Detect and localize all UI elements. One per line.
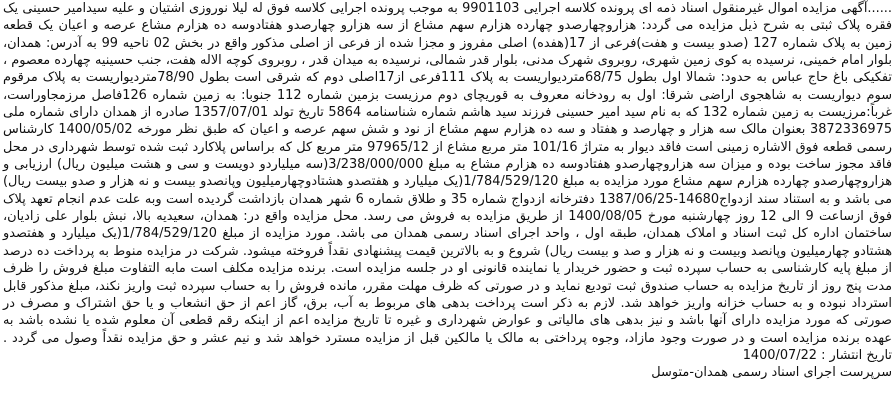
notice-body: ......آگهی مزایده اموال غیرمنقول اسناد ذمه ای پرونده کلاسه اجرایی 9901103 به موجب پرونده اجرایی کلاسه فوق له لیلا نوروزی اشتیان و علیه سیدامیر حسینی یک فقره پلاک ثبتی به شرح ذیل مزایده می گردد: هزاروچهارصدو چهارده هزارم سهم مشاع از سه هزارو چهارصدو هفتادوسه ده هزارم مشاع عرصه و اعیان یک قطعه زمین به پلاک شماره 127 (صدو بیست و هفت)فرعی از 17(هفده) اصلی مفروز و مجزا شده از فرعی از اصلی مذکور واقع در بخش 02 ناحیه 99 به آدرس: همدان، بلوار امام خمینی، نرسیده به کوی زمین شهری، روبروی شهرک مدنی، بلوار قدر شمالی، نرسیده به میدان قدر ، روبروی کوچه الاله هفت، جنب حسینیه چهارده معصوم ، تفکیکی باغ حاج عباس به حدود: شمالا اول بطول 68/75متردیواریست به پلاک 111فرعی از17اصلی دوم که شرقی است بطول 78/90متردیواریست به پلاک مرقوم سوم دیواریست به شاهجوی اراضی شرقا: اول به رودخانه معروف به قوریچای دوم مرزیست بزمین شماره 112 جنوبا: به زمین شماره 126فاصل مرزمجاوراست، غرباً:مرزیست به زمین شماره 132 که به نام سید امیر حسینی فرزند سید هاشم شماره شناسنامه 5864 تاریخ تولد 1357/07/01 صادره از همدان دارای شماره ملی 3872336975 بعنوان مالک سه هزار و چهارصد و هفتاد و سه ده هزارم سهم مشاع از نود و شش سهم عرصه و اعیان که طبق نظر مورخه 1400/05/02 کارشناس رسمی قطعه فوق الاشاره زمینی است فاقد دیوار به متراژ 101/16 متر مربع مشاع از 97965/12 متر مربع کل که براساس پلاکارد ثبت شده توسط شهرداری در محل فاقد مجوز ساخت بوده و میزان سه هزاروچهارصدو هفتادوسه ده هزارم مشاع به مبلغ 3/238/000/000(سه میلیاردو دویست و سی و هشت میلیون ریال) ارزیابی و هزاروچهارصدو چهارده هزارم سهم مشاع مورد مزایده به مبلغ 1/784/529/120(یک میلیارد و هفتصدو هشتادوچهارمیلیون وپانصدو بیست و نه هزار و صدو بیست ریال) می باشد و به استناد سند ازدواج14680-1387/06/25 دفترخانه ازدواج شماره 35 و طلاق شماره 6 شهر همدان بازداشت گردیده است وبه علت عدم انجام تعهد پلاک فوق ازساعت 9 الی 12 روز چهارشنبه مورخ 1400/08/05 از طریق مزایده به فروش می رسد. محل مزایده واقع در: همدان، سعیدیه بالا، نبش بلوار علی زادیان، ساختمان اداره کل ثبت اسناد و املاک همدان، طبقه اول ، واحد اجرای اسناد رسمی همدان می باشد. مورد مزایده از مبلغ 1/784/529/120(یک میلیارد و هفتصدو هشتادو چهارمیلیون وپانصد وبیست و نه هزار و صد و بیست ریال) شروع و به بالاترین قیمت پیشنهادی نقداً فروخته میشود. شرکت در مزایده منوط به پرداخت ده درصد از مبلغ پایه کارشناسی به حساب سپرده ثبت و حضور خریدار یا نماینده قانونی او در جلسه مزایده است. برنده مزایده مکلف است مابه التفاوت مبلغ فروش را ظرف مدت پنج روز از تاریخ مزایده به حساب صندوق ثبت تودیع نماید و در صورتی که ظرف مهلت مقرر، مانده فروش را به حساب سپرده ثبت واریز نکند، مبلغ مذکور قابل استرداد نبوده و به حساب خزانه واریز خواهد شد. لازم به ذکر است پرداخت بدهی های مربوط به آب، برق، گاز اعم از حق انشعاب و یا حق اشتراک و مصرف در صورتی که مورد مزایده دارای آنها باشد و نیز بدهی های مالیاتی و عوارض شهرداری و غیره تا تاریخ مزایده اعم از اینکه رقم قطعی آن معلوم شده یا نشده باشد به عهده برنده مزایده است و در صورت وجود مازاد، وجوه پرداختی به مالک یا مالکین قبل از مزایده مسترد خواهد شد و نیم عشر و حق مزایده نقداً وصول می گردد . تاریخ انتشار : 1400/07/22 bbox=[3, 1, 893, 363]
notice-signature: سرپرست اجرای اسناد رسمی همدان-متوسل bbox=[651, 365, 892, 381]
